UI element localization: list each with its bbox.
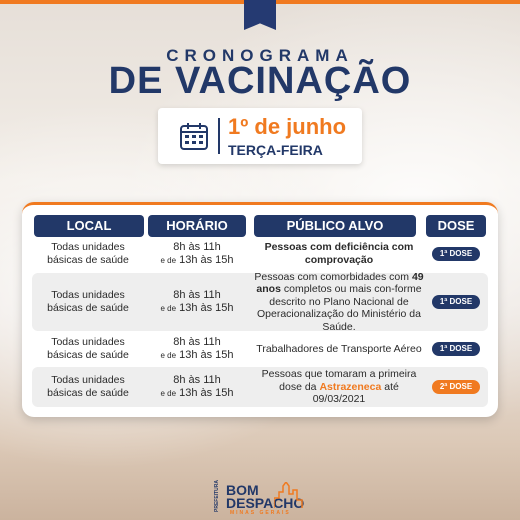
dose-badge: 1ª DOSE (432, 342, 480, 356)
calendar-icon (178, 120, 210, 152)
table-row (32, 239, 488, 269)
city-skyline-icon (274, 482, 304, 508)
header-horario: HORÁRIO (148, 215, 246, 237)
cell-horario (144, 333, 250, 365)
cell-horario (144, 273, 250, 331)
date-weekday: TERÇA-FEIRA (228, 142, 323, 158)
date-box (158, 108, 362, 164)
cell-dose (424, 273, 488, 331)
cell-local: Todas unidades básicas de saúde (47, 289, 129, 314)
hora-morning: 8h às 11h (173, 373, 221, 386)
hora-prefix: e de (160, 304, 177, 313)
schedule-card (22, 202, 498, 417)
dose-badge: 1ª DOSE (432, 295, 480, 309)
hora-prefix: e de (160, 351, 177, 360)
hora-morning: 8h às 11h (173, 288, 221, 301)
hora-afternoon: 13h às 15h (179, 349, 234, 361)
cell-local: Todas unidades básicas de saúde (47, 241, 129, 266)
date-divider (218, 118, 220, 154)
cell-publico: Pessoas que tomaram a primeira dose da Astrazeneca até 09/03/2021 (261, 368, 417, 406)
table-row (32, 333, 488, 365)
header-dose: DOSE (426, 215, 486, 237)
date-main: 1º de junho (228, 114, 347, 139)
cell-publico: Pessoas com deficiência com comprovação (264, 241, 414, 266)
dose-badge: 2ª DOSE (432, 380, 480, 394)
hora-morning: 8h às 11h (173, 335, 221, 348)
cell-dose (424, 239, 488, 269)
cell-local: Todas unidades básicas de saúde (47, 336, 129, 361)
cell-dose (424, 367, 488, 407)
table-row (32, 270, 488, 333)
dose-badge: 1ª DOSE (432, 247, 480, 261)
table-row (32, 367, 488, 407)
logo-minas-gerais: MINAS GERAIS (230, 510, 291, 516)
header-local: LOCAL (34, 215, 144, 237)
logo-despacho: DESPACHO (226, 495, 305, 511)
hora-prefix: e de (160, 389, 177, 398)
hora-afternoon: 13h às 15h (179, 254, 234, 266)
cell-local: Todas unidades básicas de saúde (47, 374, 129, 399)
title-large: DE VACINAÇÃO (108, 60, 412, 102)
cell-horario (144, 239, 250, 269)
cell-publico: Trabalhadores de Transporte Aéreo (256, 342, 422, 355)
bookmark-ribbon (244, 0, 276, 30)
prefeitura-logo (214, 482, 310, 518)
header-publico: PÚBLICO ALVO (254, 215, 416, 237)
hora-afternoon: 13h às 15h (179, 387, 234, 399)
hora-morning: 8h às 11h (173, 240, 221, 253)
title-small: CRONOGRAMA (166, 46, 354, 65)
logo-prefeitura: PREFEITURA (214, 480, 220, 512)
hora-prefix: e de (160, 256, 177, 265)
cell-publico: Pessoas com comorbidades com 49 anos completos ou mais con-forme descrito no Plano Nacional de Operacionalização do Ministério da Saúde. (254, 270, 424, 333)
logo-bom: BOM (226, 482, 259, 498)
cell-horario (144, 367, 250, 407)
cell-dose (424, 333, 488, 365)
hora-afternoon: 13h às 15h (179, 302, 234, 314)
